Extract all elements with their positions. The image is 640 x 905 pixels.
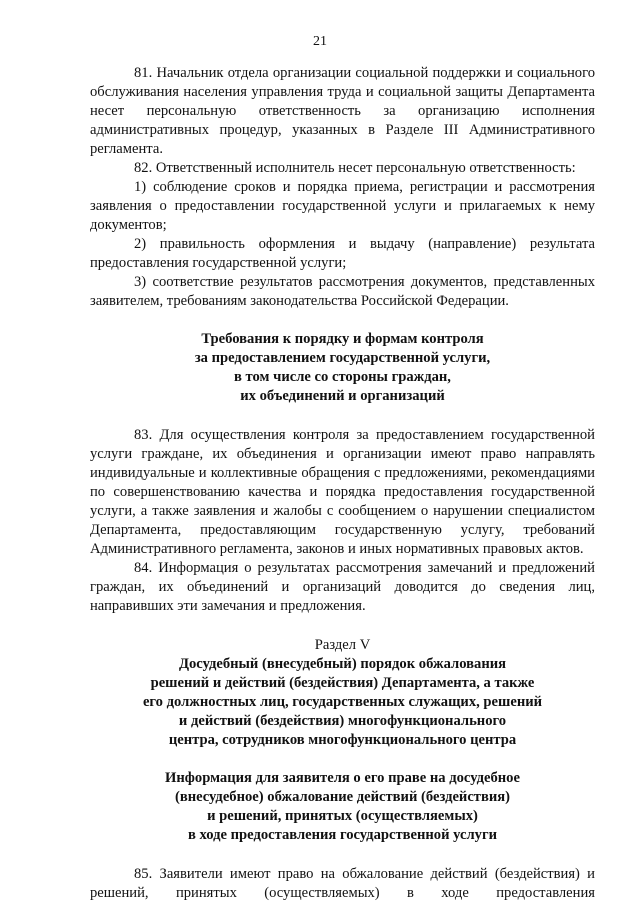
- heading-line: за предоставлением государственной услуги,: [194, 350, 491, 366]
- heading-line: Досудебный (внесудебный) порядок обжалования: [178, 656, 507, 672]
- list-item-1: 1) соблюдение сроков и порядка приема, регистрации и рассмотрения заявления о предоставлении государственной услуги и прилагаемых к нему документов;: [90, 179, 595, 233]
- section-label: Раздел V: [314, 637, 371, 653]
- heading-line: в ходе предоставления государственной услуги: [187, 827, 498, 843]
- paragraph-85: 85. Заявители имеют право на обжалование действий (бездействия) и решений, принятых (осуществляемых) в ходе предоставления: [90, 866, 595, 901]
- list-item-3: 3) соответствие результатов рассмотрения документов, представленных заявителем, требованиям законодательства Российской Федерации.: [90, 274, 595, 309]
- heading-line: центра, сотрудников многофункционального центра: [168, 732, 517, 748]
- list-item-2: 2) правильность оформления и выдачу (направление) результата предоставления государственной услуги;: [90, 236, 595, 271]
- heading-line: и действий (бездействия) многофункционального: [178, 713, 507, 729]
- heading-section-5: [90, 655, 595, 750]
- paragraph-82: 82. Ответственный исполнитель несет персональную ответственность:: [134, 160, 576, 176]
- heading-line: Информация для заявителя о его праве на досудебное: [165, 770, 520, 786]
- paragraph-83: 83. Для осуществления контроля за предоставлением государственной услуги граждане, их объединения и организации имеют право направлять индивидуальные и коллективные обращения с предложениями, рекомендациями по совершенствованию качества и порядка предоставления государственной услуги, а также заявления и жалобы с сообщением о нарушении специалистом Департамента, предоставляющим государственную услугу, требований Административного регламента, законов и иных нормативных правовых актов.: [90, 427, 595, 557]
- page-number: 21: [313, 34, 327, 49]
- heading-line: (внесудебное) обжалование действий (бездействия): [174, 789, 511, 805]
- heading-line: их объединений и организаций: [240, 388, 445, 404]
- heading-line: его должностных лиц, государственных служащих, решений: [142, 694, 543, 710]
- heading-line: решений и действий (бездействия) Департамента, а также: [150, 675, 535, 691]
- heading-appeal-info: [90, 769, 595, 845]
- paragraph-81: 81. Начальник отдела организации социальной поддержки и социального обслуживания населения управления труда и социальной защиты Департамента несет персональную ответственность за организацию исполнения административных процедур, указанных в Разделе III Административного регламента.: [90, 65, 595, 157]
- heading-line: и решений, принятых (осуществляемых): [207, 808, 478, 824]
- heading-control-requirements: [90, 330, 595, 406]
- heading-line: в том числе со стороны граждан,: [234, 369, 451, 385]
- document-body: [90, 64, 595, 903]
- paragraph-84: 84. Информация о результатах рассмотрения замечаний и предложений граждан, их объединений и организаций доводится до сведения лиц, направивших эти замечания и предложения.: [90, 560, 595, 614]
- heading-line: Требования к порядку и формам контроля: [201, 331, 484, 347]
